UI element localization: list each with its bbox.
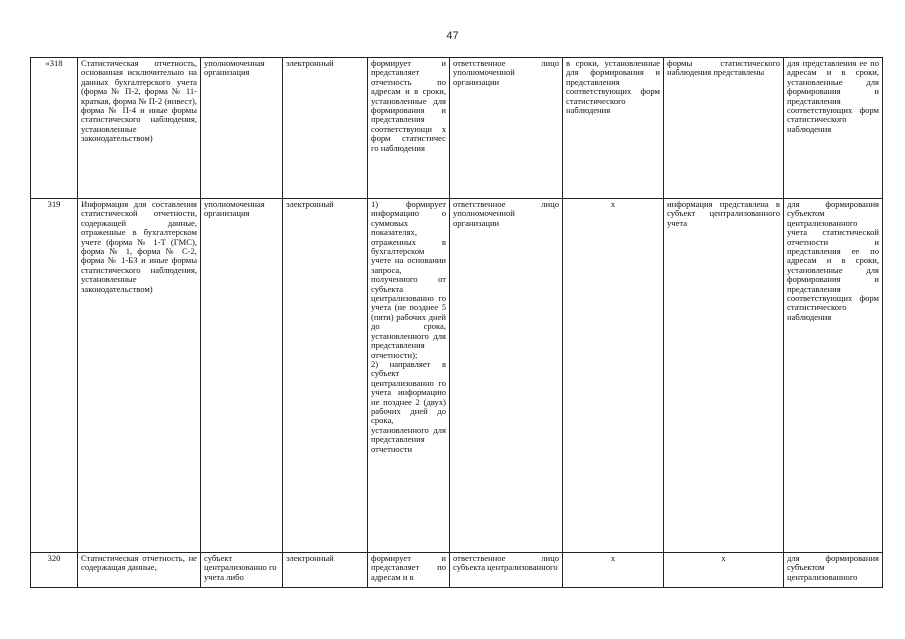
form-type-cell: электронный	[283, 553, 368, 588]
deadline-cell: х	[563, 553, 664, 588]
table-row	[31, 58, 883, 199]
result-cell: х	[664, 553, 784, 588]
action-cell: формирует и представляет отчетность по адресам и в сроки, установленные для формирования и представления соответствующи х форм статистичес го наблюдения	[368, 58, 450, 199]
responsible-subject-cell: уполномоченная организация	[201, 199, 283, 553]
deadline-cell: х	[563, 199, 664, 553]
row-number: 320	[31, 553, 78, 588]
table-row	[31, 553, 883, 588]
responsible-person-cell: ответственное лицо субъекта централизованного	[450, 553, 563, 588]
responsible-person-cell: ответственное лицо уполномоченной организации	[450, 199, 563, 553]
action-cell: 1) формирует информацию о суммовых показателях, отраженных в бухгалтерском учете на основании запроса, полученного от субъекта централизованно го учета (не позднее 5 (пяти) рабочих дней до срока, установленного для представления отчетности); 2) направляет в субъект централизованно го учета информацию не позднее 2 (двух) рабочих дней до срока, установленного для представления отчетности	[368, 199, 450, 553]
responsible-person-cell: ответственное лицо уполномоченной организации	[450, 58, 563, 199]
document-name-cell: Статистическая отчетность, основанная исключительно на данных бухгалтерского учета (форма № П-2, форма № 11-краткая, форма № П-2 (инвест), форма № П-4 и иные формы статистического наблюдения, установленные законодательством)	[78, 58, 201, 199]
form-type-cell: электронный	[283, 199, 368, 553]
deadline-cell: в сроки, установленные для формирования и представления соответствующих форм статистического наблюдения	[563, 58, 664, 199]
document-name-cell: Статистическая отчетность, не содержащая данные,	[78, 553, 201, 588]
responsible-subject-cell: субъект централизованно го учета либо	[201, 553, 283, 588]
usage-cell: для формирования субъектом централизованного	[784, 553, 883, 588]
responsible-subject-cell: уполномоченная организация	[201, 58, 283, 199]
document-name-cell: Информация для составления статистической отчетности, содержащей данные, отраженные в бухгалтерском учете (форма № 1-Т (ГМС), форма № 1, форма № С-2, форма № 1-БЗ и иные формы статистического наблюдения, установленные законодательством)	[78, 199, 201, 553]
row-number: «318	[31, 58, 78, 199]
document-table	[30, 57, 883, 588]
table-row	[31, 199, 883, 553]
result-cell: формы статистического наблюдения представлены	[664, 58, 784, 199]
usage-cell: для представления ее по адресам и в сроки, установленные для формирования и представления соответствующих форм статистического наблюдения	[784, 58, 883, 199]
form-type-cell: электронный	[283, 58, 368, 199]
result-cell: информация представлена в субъект централизованного учета	[664, 199, 784, 553]
page-number: 47	[446, 30, 459, 42]
action-cell: формирует и представляет по адресам и в	[368, 553, 450, 588]
usage-cell: для формирования субъектом централизованного учета статистической отчетности и представления ее по адресам и в сроки, установленные для формирования и представления соответствующих форм статистического наблюдения	[784, 199, 883, 553]
row-number: 319	[31, 199, 78, 553]
